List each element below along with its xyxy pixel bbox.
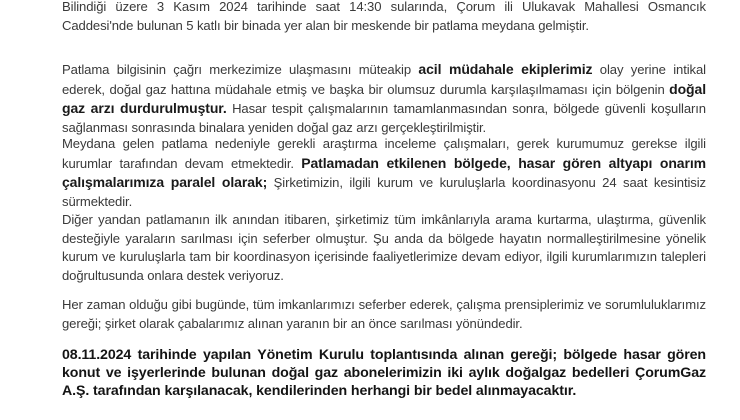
bold-emergency-teams: acil müdahale ekiplerimiz xyxy=(418,61,593,77)
bold-repair-works: Patlamadan etkilenen bölgede, hasar gören altyapı onarım çalışmalarımıza paralel olarak; xyxy=(62,154,706,191)
text-segment: Şirketimizin, ilgili kurum ve kuruluşlarla koordinasyonu 24 saat kesintisiz sürmektedir. xyxy=(62,175,706,209)
bold-gas-cut: doğal gaz arzı durdurulmuştur. xyxy=(62,80,706,117)
paragraph-support: Diğer yandan patlamanın ilk anından itibaren, şirketimiz tüm imkânlarıyla arama kurtarma, ulaştırma, güvenlik desteğiyle yaraların sarılması için seferber olmuştur. Şu anda da bölgede hayatın normalleştirilmesine yönelik kurum ve kuruluşlarla tam bir koordinasyon içerisinde faaliyetlerimize devam ediyor, ilgili kurumlarımızın talepleri doğrultusunda onlara destek veriyoruz. xyxy=(62,212,706,283)
text-segment: Meydana gelen patlama nedeniyle gerekli araştırma inceleme çalışmaları, gerek kurumumuz gerekse ilgili kurumlar tarafından devam etmektedir. xyxy=(62,136,706,171)
paragraph-incident: Bilindiği üzere 3 Kasım 2024 tarihinde saat 14:30 sularında, Çorum ili Ulukavak Mahallesi Osmancık Caddesi'nde bulunan 5 katlı bir binada yer alan bir meskende bir patlama meydana gelmiştir. xyxy=(62,0,706,33)
paragraph-investigation xyxy=(62,135,706,211)
paragraph-emergency-response xyxy=(62,60,706,137)
text-segment: Patlama bilgisinin çağrı merkezimize ulaşmasını müteakip xyxy=(62,62,419,77)
paragraph-commitment: Her zaman olduğu gibi bugünde, tüm imkanlarımızı seferber ederek, çalışma prensiplerimiz ve sorumluluklarımız gereği; şirket olarak çabalarımız alınan yaranın bir an önce sarılması yönündedir. xyxy=(62,297,706,331)
text-segment: olay yerine intikal ederek, doğal gaz hattına müdahale etmiş ve başka bir olumsuz durumla karşılaşılmaması için bölgenin xyxy=(62,62,706,97)
paragraph-board-decision: 08.11.2024 tarihinde yapılan Yönetim Kurulu toplantısında alınan gereği; bölgede hasar gören konut ve işyerlerinde bulunan doğal gaz abonelerimizin iki aylık doğalgaz bedelleri ÇorumGaz A.Ş. tarafından karşılanacak, kendilerinden herhangi bir bedel alınmayacaktır. xyxy=(62,347,706,399)
text-segment: Hasar tespit çalışmalarının tamamlanmasından sonra, bölgede güvenli koşulların sağlanması sonrasında binalara yeniden doğal gaz arzı gerçekleştirilmiştir. xyxy=(62,101,706,135)
